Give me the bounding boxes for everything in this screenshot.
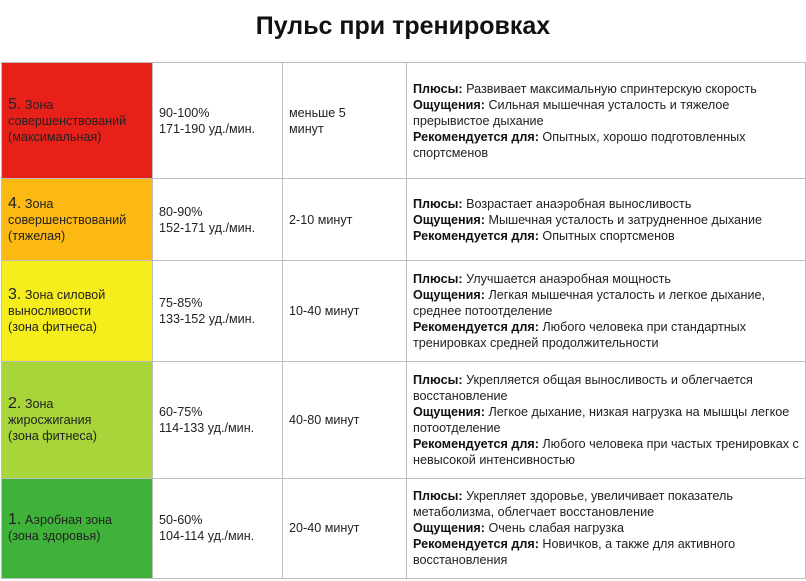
pros-label: Плюсы: [413, 81, 463, 96]
description-cell [407, 63, 806, 179]
recommended-text: Новичков, а также для активного восстановления [413, 537, 736, 568]
zone-name-line: Зона [24, 97, 54, 112]
feelings-text: Легкая мышечная усталость и легкое дыхание, среднее потоотделение [413, 287, 766, 318]
zone-number: 3. [8, 285, 22, 303]
pros-label: Плюсы: [413, 196, 463, 211]
pulse-cell [153, 478, 283, 578]
feelings-text: Очень слабая нагрузка [488, 521, 625, 536]
feelings-label: Ощущения: [413, 287, 485, 302]
feelings-label: Ощущения: [413, 212, 485, 227]
pulse-bpm: 171-190 уд./мин. [159, 121, 256, 136]
zone-number: 1. [8, 511, 22, 529]
pulse-cell [153, 63, 283, 179]
zone-row-4 [2, 179, 806, 261]
zone-name-line: (максимальная) [8, 129, 102, 144]
zone-name-line: (зона фитнеса) [8, 319, 97, 334]
duration-line: минут [289, 121, 324, 136]
pros-label: Плюсы: [413, 271, 463, 286]
recommended-text: Любого человека при частых тренировках с невысокой интенсивностью [413, 436, 799, 467]
zone-name-line: (зона здоровья) [8, 529, 101, 544]
zone-number: 5. [8, 95, 22, 113]
description-cell [407, 179, 806, 261]
recommended-label: Рекомендуется для: [413, 319, 539, 334]
pros-label: Плюсы: [413, 489, 463, 504]
zone-name-line: выносливости [8, 303, 92, 318]
page-title: Пульс при тренировках [255, 12, 551, 40]
duration-cell [283, 63, 407, 179]
zone-number: 2. [8, 394, 22, 412]
feelings-text: Легкое дыхание, низкая нагрузка на мышцы легкое потоотделение [413, 404, 790, 435]
pulse-bpm: 114-133 уд./мин. [159, 420, 255, 435]
zone-row-5 [2, 63, 806, 179]
feelings-text: Сильная мышечная усталость и тяжелое прерывистое дыхание [413, 97, 730, 128]
feelings-label: Ощущения: [413, 521, 485, 536]
pulse-percent: 60-75% [159, 404, 203, 419]
pros-text: Укрепляется общая выносливость и облегчается восстановление [413, 372, 753, 403]
pros-text: Укрепляет здоровье, увеличивает показатель метаболизма, облегчает восстановление [413, 489, 733, 520]
zone-row-2 [2, 361, 806, 478]
heart-rate-zones-table [1, 62, 806, 579]
zone-cell [2, 361, 153, 478]
zone-name-line: Аэробная зона [24, 513, 113, 528]
recommended-text: Опытных спортсменов [542, 228, 675, 243]
zone-name-line: (зона фитнеса) [8, 428, 97, 443]
duration-cell [283, 361, 407, 478]
zone-name-line: Зона силовой [24, 287, 106, 302]
pros-text: Возрастает анаэробная выносливость [466, 196, 692, 211]
pros-text: Развивает максимальную спринтерскую скорость [466, 81, 757, 96]
recommended-label: Рекомендуется для: [413, 537, 539, 552]
zone-cell [2, 63, 153, 179]
duration-cell [283, 261, 407, 361]
pulse-percent: 50-60% [159, 513, 203, 528]
recommended-label: Рекомендуется для: [413, 129, 539, 144]
zone-name-line: жиросжигания [8, 412, 92, 427]
pulse-cell [153, 361, 283, 478]
recommended-label: Рекомендуется для: [413, 436, 539, 451]
pulse-cell [153, 179, 283, 261]
zone-number: 4. [8, 194, 22, 212]
recommended-text: Опытных, хорошо подготовленных спортсменов [413, 129, 746, 160]
feelings-text: Мышечная усталость и затрудненное дыхание [488, 212, 763, 227]
feelings-label: Ощущения: [413, 97, 485, 112]
pulse-percent: 90-100% [159, 105, 210, 120]
pulse-bpm: 133-152 уд./мин. [159, 311, 256, 326]
recommended-text: Любого человека при стандартных тренировках средней продолжительности [413, 319, 747, 350]
duration-line: 20-40 минут [289, 521, 360, 536]
duration-cell [283, 478, 407, 578]
pulse-bpm: 152-171 уд./мин. [159, 220, 256, 235]
zone-name-line: (тяжелая) [8, 228, 66, 243]
zone-cell [2, 179, 153, 261]
description-cell [407, 261, 806, 361]
zone-name-line: совершенствований [8, 212, 127, 227]
zone-name-line: Зона [24, 396, 54, 411]
zone-cell [2, 478, 153, 578]
duration-line: меньше 5 [289, 105, 346, 120]
duration-line: 40-80 минут [289, 412, 360, 427]
duration-line: 2-10 минут [289, 212, 353, 227]
pros-text: Улучшается анаэробная мощность [466, 271, 671, 286]
zone-cell [2, 261, 153, 361]
zone-name-line: Зона [24, 196, 54, 211]
pulse-cell [153, 261, 283, 361]
description-cell [407, 478, 806, 578]
pulse-bpm: 104-114 уд./мин. [159, 529, 255, 544]
zone-name-line: совершенствований [8, 113, 127, 128]
pulse-percent: 75-85% [159, 295, 203, 310]
zone-row-3 [2, 261, 806, 361]
pros-label: Плюсы: [413, 372, 463, 387]
description-cell [407, 361, 806, 478]
recommended-label: Рекомендуется для: [413, 228, 539, 243]
pulse-percent: 80-90% [159, 204, 203, 219]
zone-row-1 [2, 478, 806, 578]
duration-cell [283, 179, 407, 261]
feelings-label: Ощущения: [413, 404, 485, 419]
duration-line: 10-40 минут [289, 303, 360, 318]
